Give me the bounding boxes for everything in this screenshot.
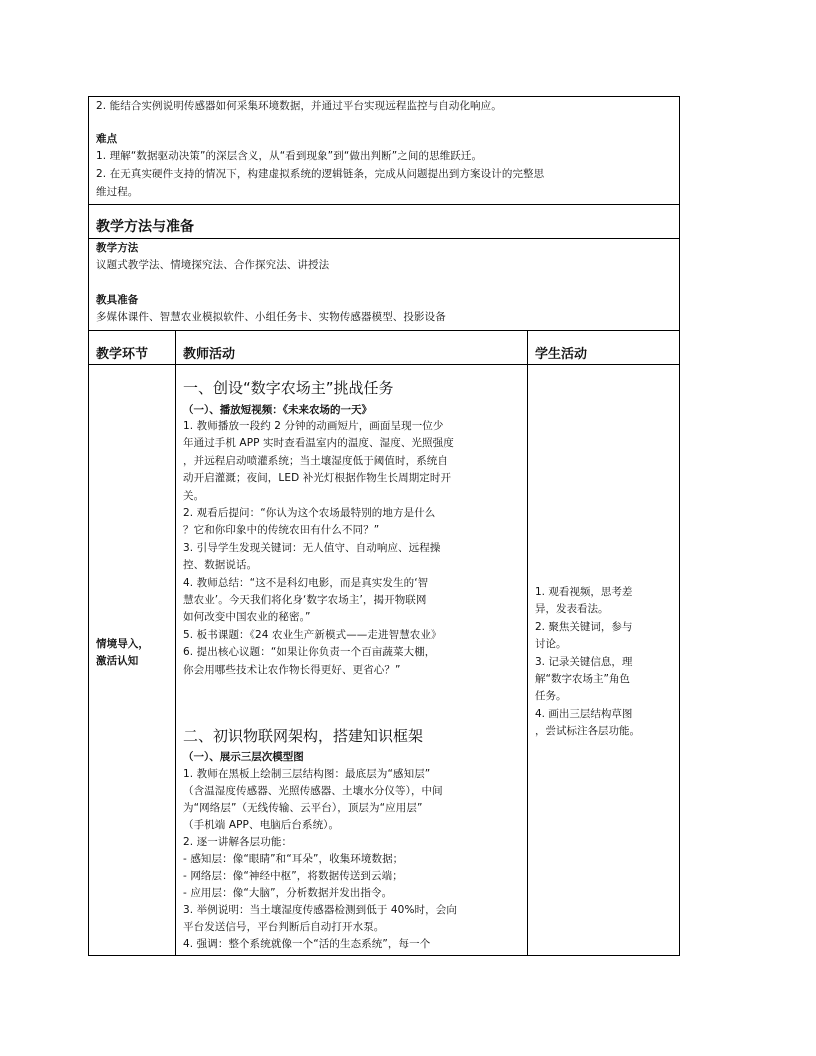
divider-line	[88, 204, 680, 205]
teacher-activity-line: ，并远程启动喷灌系统；当土壤湿度低于阈值时，系统自	[183, 454, 448, 467]
part1-subtitle: （一）、播放短视频：《未来农场的一天》	[183, 404, 372, 416]
student-activity-line: 1. 观看视频，思考差	[535, 586, 633, 598]
student-activity-line: 3. 记录关键信息，理	[535, 655, 633, 668]
teacher-activity-line: 6. 提出核心议题：“如果让你负责一个百亩蔬菜大棚，	[183, 646, 436, 659]
teacher-activity-line: 你会用哪些技术让农作物长得更好、更省心？”	[183, 663, 401, 676]
stage-label-cont: 激活认知	[96, 655, 139, 667]
teacher-activity-line: 5. 板书课题：《24 农业生产新模式——走进智慧农业》	[183, 628, 442, 641]
student-activity-line: 2. 聚焦关键词，参与	[535, 620, 633, 633]
column-header-stage: 教学环节	[96, 347, 149, 362]
student-activity-line: ，尝试标注各层功能。	[535, 725, 640, 738]
difficulty-item-2-cont: 维过程。	[96, 186, 139, 198]
difficulty-item-2: 2. 在无真实硬件支持的情况下，构建虚拟系统的逻辑链条，完成从问题提出到方案设计的完整思	[96, 168, 545, 180]
part1-title: 一、创设“数字农场主”挑战任务	[183, 379, 394, 397]
teacher-activity-line: 1. 教师播放一段约 2 分钟的动画短片，画面呈现一位少	[183, 420, 444, 432]
teacher-activity-line: - 应用层：像“大脑”，分析数据并发出指令。	[183, 887, 393, 899]
teacher-activity-line: 2. 逐一讲解各层功能：	[183, 836, 293, 848]
column-header-teacher: 教师活动	[183, 347, 236, 362]
teacher-activity-line: 关。	[183, 489, 205, 502]
section-title-methods: 教学方法与准备	[96, 219, 194, 235]
teacher-activity-line: - 感知层：像“眼睛”和“耳朵”，收集环境数据；	[183, 853, 404, 865]
column-divider	[527, 330, 528, 956]
teacher-activity-line: 慧农业’。今天我们将化身‘数字农场主’，揭开物联网	[183, 594, 427, 606]
difficulty-heading: 难点	[96, 133, 118, 145]
method-text: 议题式教学法、情境探究法、合作探究法、讲授法	[96, 259, 330, 271]
teacher-activity-line: （含温湿度传感器、光照传感器、土壤水分仪等），中间	[183, 785, 443, 797]
method-heading: 教学方法	[96, 242, 139, 254]
objective-item-2: 2. 能结合实例说明传感器如何采集环境数据，并通过平台实现远程监控与自动化响应。	[96, 100, 502, 112]
teacher-activity-line: 2. 观看后提问：“你认为这个农场最特别的地方是什么	[183, 507, 436, 519]
teacher-activity-line: 年通过手机 APP 实时查看温室内的温度、湿度、光照强度	[183, 437, 454, 450]
teacher-activity-line: 控、数据说话。	[183, 559, 258, 572]
column-divider	[175, 330, 176, 956]
student-activity-line: 解“数字农场主”角色	[535, 673, 630, 685]
teacher-activity-line: 1. 教师在黑板上绘制三层结构图：最底层为“感知层”	[183, 768, 431, 780]
tools-heading: 教具准备	[96, 294, 139, 306]
student-activity-line: 讨论。	[535, 638, 567, 651]
divider-line	[88, 330, 680, 331]
stage-label: 情境导入，	[96, 638, 149, 650]
tools-text: 多媒体课件、智慧农业模拟软件、小组任务卡、实物传感器模型、投影设备	[96, 311, 446, 323]
teacher-activity-line: 4. 教师总结：“这不是科幻电影，而是真实发生的‘智	[183, 576, 429, 589]
column-header-student: 学生活动	[535, 347, 588, 362]
divider-line	[88, 364, 680, 365]
teacher-activity-line: 3. 举例说明：当土壤湿度传感器检测到低于 40%时，会向	[183, 904, 457, 916]
teacher-activity-line: （手机端 APP、电脑后台系统）。	[183, 819, 340, 831]
teacher-activity-line: 3. 引导学生发现关键词：无人值守、自动响应、远程操	[183, 541, 441, 554]
student-activity-line: 异，发表看法。	[535, 603, 609, 616]
difficulty-item-1: 1. 理解“数据驱动决策”的深层含义，从“看到现象”到“做出判断”之间的思维跃迁。	[96, 150, 483, 162]
teacher-activity-line: 为“网络层”（无线传输、云平台），顶层为“应用层”	[183, 802, 423, 814]
divider-line	[88, 238, 680, 239]
student-activity-line: 任务。	[535, 690, 567, 703]
teacher-activity-line: 4. 强调：整个系统就像一个“活的生态系统”，每一个	[183, 938, 431, 950]
student-activity-line: 4. 画出三层结构草图	[535, 707, 633, 720]
part2-subtitle: （一）、展示三层次模型图	[183, 751, 304, 763]
part2-title: 二、初识物联网架构，搭建知识框架	[183, 727, 424, 745]
teacher-activity-line: 平台发送信号，平台判断后自动打开水泵。	[183, 921, 385, 933]
teacher-activity-line: 如何改变中国农业的秘密。”	[183, 611, 311, 624]
teacher-activity-line: ？它和你印象中的传统农田有什么不同？”	[183, 524, 380, 537]
teacher-activity-line: 动开启灌溉；夜间，LED 补光灯根据作物生长周期定时开	[183, 472, 452, 485]
teacher-activity-line: - 网络层：像“神经中枢”，将数据传送到云端；	[183, 870, 403, 882]
